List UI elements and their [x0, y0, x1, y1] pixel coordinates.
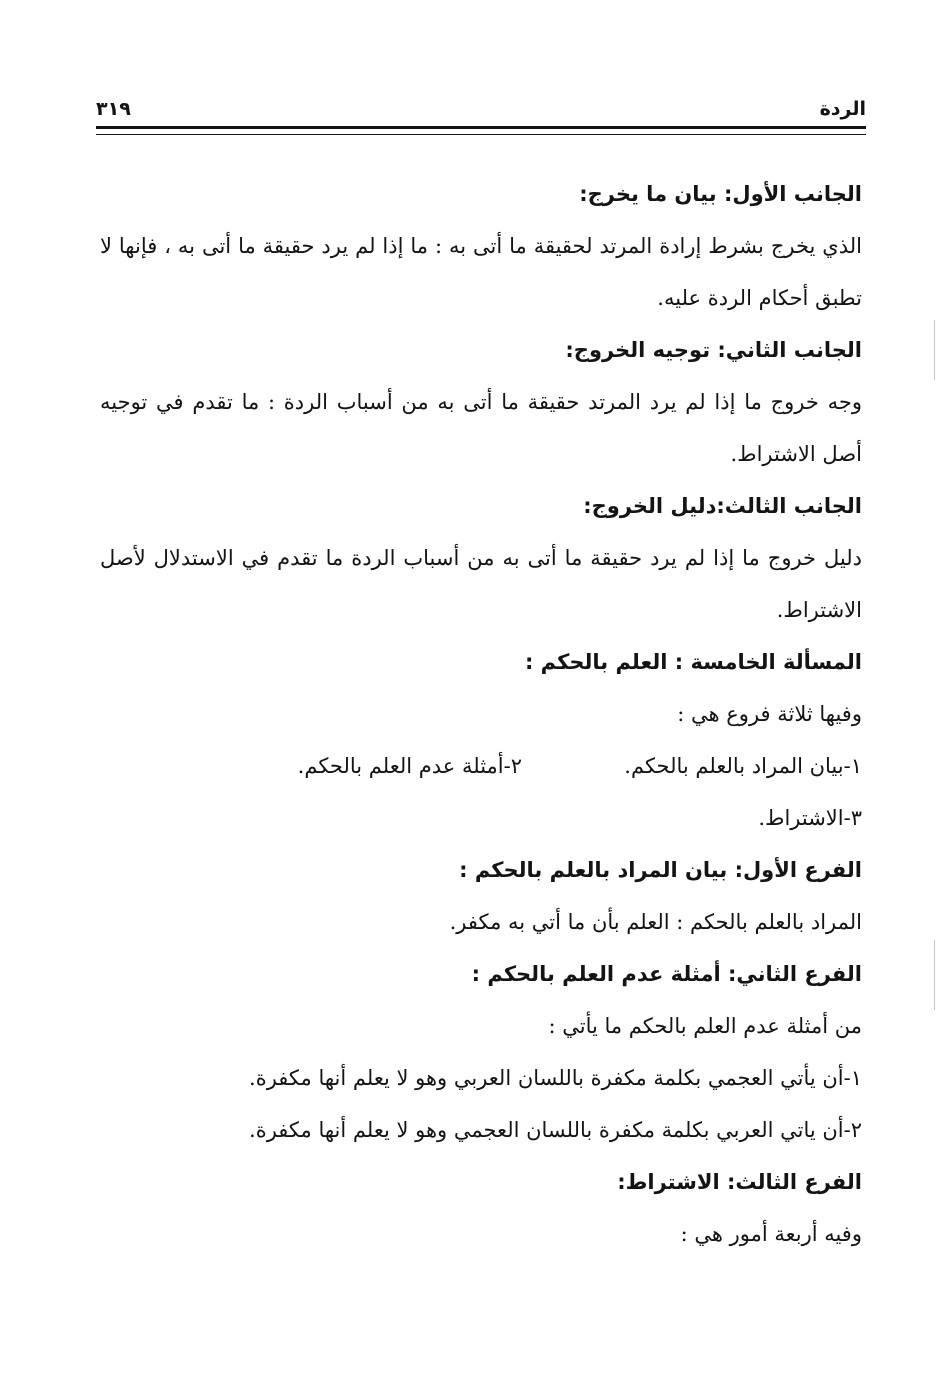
list-item: ٢-أمثلة عدم العلم بالحكم. [297, 754, 522, 778]
body-paragraph: الذي يخرج بشرط إرادة المرتد لحقيقة ما أتى به : ما إذا لم يرد حقيقة ما أتى به ، فإنها لا تطبق أحكام الردة عليه. [100, 234, 862, 310]
section-heading: المسألة الخامسة : العلم بالحكم : [524, 650, 862, 674]
section-heading: الجانب الثالث:دليل الخروج: [583, 494, 862, 518]
body-paragraph: من أمثلة عدم العلم بالحكم ما يأتي : [548, 1014, 862, 1038]
body-paragraph: المراد بالعلم بالحكم : العلم بأن ما أتي به مكفر. [449, 910, 862, 934]
section-heading: الفرع الثالث: الاشتراط: [617, 1170, 862, 1194]
running-header [96, 92, 866, 120]
section-heading: الفرع الأول: بيان المراد بالعلم بالحكم : [459, 858, 862, 882]
page-body [100, 168, 862, 1260]
header-rule-thin [96, 134, 866, 135]
body-paragraph: دليل خروج ما إذا لم يرد حقيقة ما أتى به من أسباب الردة ما تقدم في الاستدلال لأصل الاشتراط. [100, 546, 862, 622]
section-heading: الجانب الأول: بيان ما يخرج: [579, 182, 862, 206]
list-item: ١-أن يأتي العجمي بكلمة مكفرة باللسان العربي وهو لا يعلم أنها مكفرة. [249, 1066, 862, 1090]
chapter-title: الردة [819, 98, 866, 120]
two-column-list [100, 740, 862, 792]
list-item: ٣-الاشتراط. [758, 806, 862, 830]
section-heading: الجانب الثاني: توجيه الخروج: [565, 338, 862, 362]
body-paragraph: وجه خروج ما إذا لم يرد المرتد حقيقة ما أتى به من أسباب الردة : ما تقدم في توجيه أصل الاشتراط. [100, 390, 862, 466]
section-heading: الفرع الثاني: أمثلة عدم العلم بالحكم : [471, 962, 862, 986]
scan-margin-mark [934, 320, 935, 380]
body-paragraph: وفيه أربعة أمور هي : [680, 1222, 862, 1246]
body-paragraph: وفيها ثلاثة فروع هي : [677, 702, 862, 726]
scan-margin-mark [934, 940, 935, 1010]
list-item: ١-بيان المراد بالعلم بالحكم. [624, 754, 862, 778]
header-rule-thick [96, 126, 866, 129]
page-number: ٣١٩ [96, 98, 131, 120]
list-item: ٢-أن ياتي العربي بكلمة مكفرة باللسان العجمي وهو لا يعلم أنها مكفرة. [249, 1118, 862, 1142]
